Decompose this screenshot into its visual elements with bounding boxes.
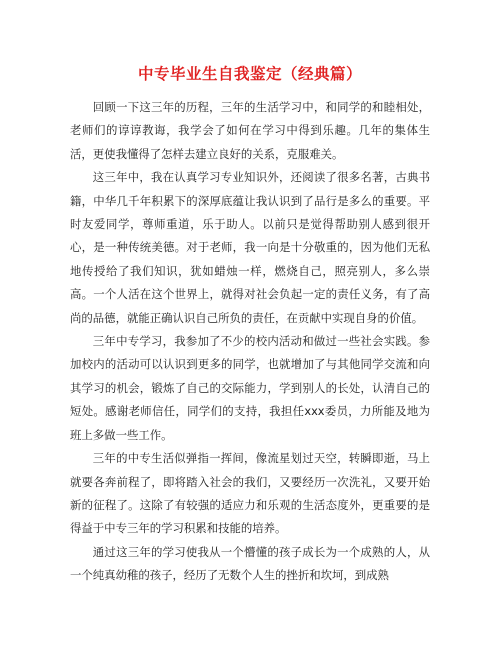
document-body [70, 96, 430, 588]
paragraph-3: 三年中专学习，我参加了不少的校内活动和做过一些社会实践。参加校内的活动可以认识到更多的同学，也就增加了与其他同学交流和向其学习的机会，锻炼了自己的交际能力，学到别人的长处，认清自己的短处。感谢老师信任，同学们的支持，我担任xxx委员，力所能及地为班上多做一些工作。 [70, 334, 430, 442]
paragraph-4: 三年的中专生活似弹指一挥间，像流星划过天空，转瞬即逝，马上就要各奔前程了，即将踏入社会的我们，又要经历一次洗礼，又要开始新的征程了。这除了有较强的适应力和乐观的生活态度外，更重要的是得益于中专三年的学习积累和技能的培养。 [70, 451, 430, 536]
paragraph-5: 通过这三年的学习使我从一个懵懂的孩子成长为一个成熟的人，从一个纯真幼稚的孩子，经历了无数个人生的挫折和坎坷，到成熟 [70, 544, 430, 583]
paragraph-2: 这三年中，我在认真学习专业知识外，还阅读了很多名著，古典书籍，中华几千年积累下的深厚底蕴让我认识到了品行是多么的重要。平时友爱同学，尊师重道，乐于助人。以前只是觉得帮助别人感到很开心，是一种传统美德。对于老师，我一向是十分敬重的，因为他们无私地传授给了我们知识，犹如蜡烛一样，燃烧自己，照亮别人，多么崇高。一个人活在这个世界上，就得对社会负起一定的责任义务，有了高尚的品德，就能正确认识自己所负的责任，在贡献中实现自身的价值。 [70, 170, 430, 325]
paragraph-1: 回顾一下这三年的历程，三年的生活学习中，和同学的和睦相处，老师们的谆谆教诲，我学会了如何在学习中得到乐趣。几年的集体生活，更使我懂得了怎样去建立良好的关系，克服难关。 [70, 100, 430, 161]
document-title: 中专毕业生自我鉴定（经典篇） [137, 65, 362, 83]
